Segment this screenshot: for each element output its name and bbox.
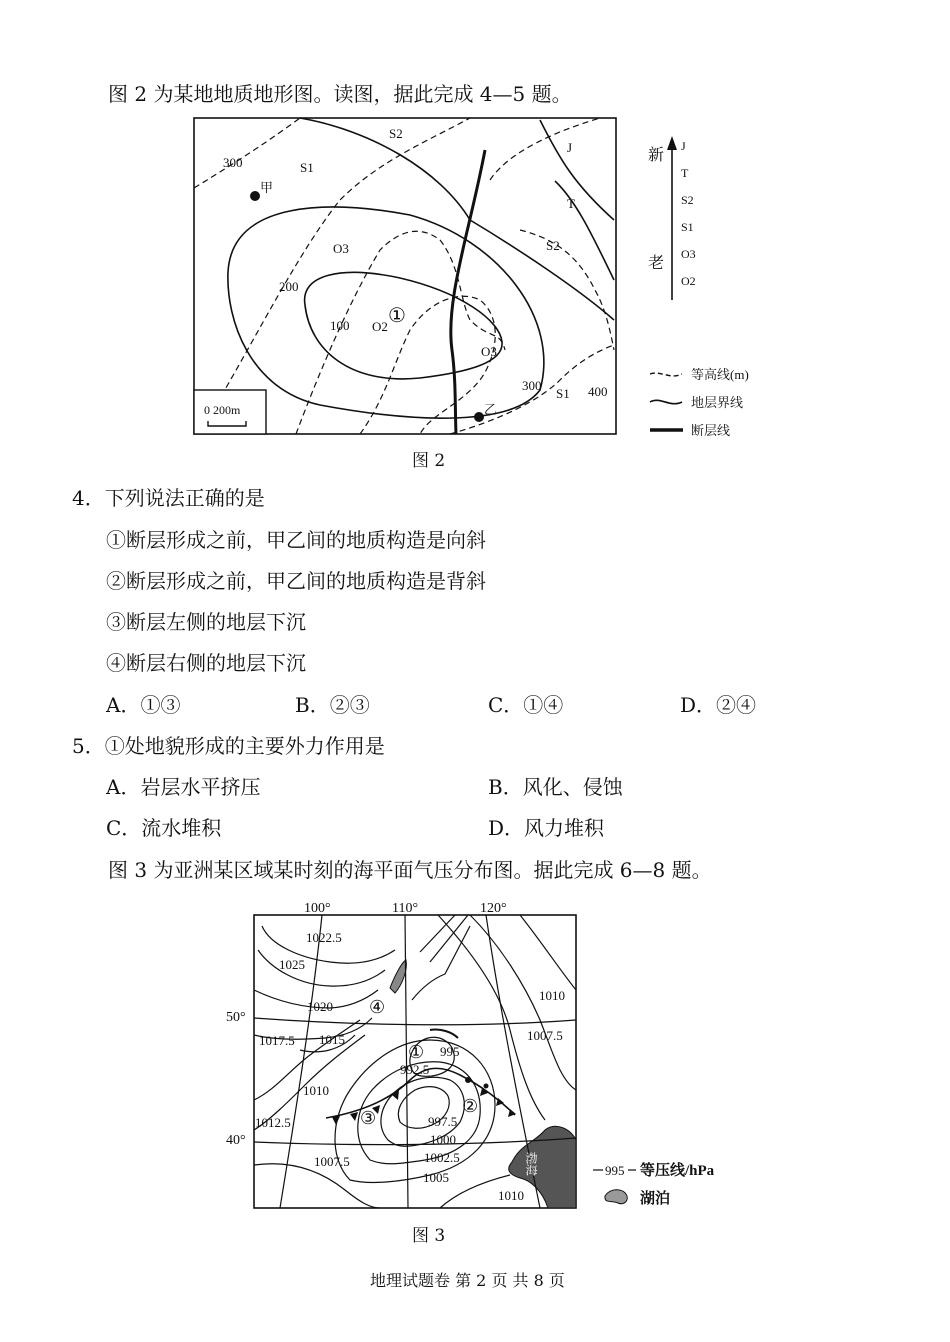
legend-stratum: T bbox=[681, 166, 689, 180]
isobar-label: 992.5 bbox=[400, 1062, 430, 1077]
bohai-label: 渤海 bbox=[524, 1152, 538, 1176]
legend-lake-symbol bbox=[605, 1190, 627, 1204]
q5-choice-d[interactable]: D．风力堆积 bbox=[488, 816, 605, 840]
isobar-label: 1012.5 bbox=[255, 1115, 291, 1130]
legend-stratum: O3 bbox=[681, 247, 696, 261]
fig2-scale-label: 0 200m bbox=[204, 403, 241, 417]
legend-isobar-value: 995 bbox=[605, 1163, 625, 1178]
fig2-contour-label: 100 bbox=[330, 318, 350, 333]
isobar-label: 995 bbox=[440, 1044, 460, 1059]
point-jia-label: 甲 bbox=[260, 180, 274, 195]
figure-3-pressure-map bbox=[0, 890, 950, 1220]
marker-1: ① bbox=[388, 305, 406, 327]
q4-choice-d[interactable]: D．②④ bbox=[680, 693, 757, 717]
fig2-stratum-label: T bbox=[567, 196, 575, 211]
marker-1: ① bbox=[408, 1042, 425, 1062]
isobar-label: 1000 bbox=[430, 1132, 456, 1147]
q4-option-1: ①断层形成之前，甲乙间的地质构造是向斜 bbox=[106, 528, 486, 552]
point-yi-dot bbox=[474, 412, 484, 422]
marker-2: ② bbox=[462, 1096, 479, 1116]
q5-choice-c[interactable]: C．流水堆积 bbox=[106, 816, 222, 840]
fig2-age-arrowhead bbox=[667, 136, 677, 150]
legend-contour-label: 等高线(m) bbox=[691, 367, 749, 382]
fig3-longitude-label: 110° bbox=[392, 901, 419, 916]
fig3-latitude-label: 40° bbox=[226, 1133, 246, 1148]
q5-choice-b[interactable]: B．风化、侵蚀 bbox=[488, 775, 623, 799]
q4-option-4: ④断层右侧的地层下沉 bbox=[106, 651, 306, 675]
fig2-stratum-label: J bbox=[567, 140, 573, 155]
fig2-contour-label: 200 bbox=[279, 279, 299, 294]
legend-new-label: 新 bbox=[648, 147, 665, 164]
legend-boundary-label: 地层界线 bbox=[691, 395, 744, 410]
fig2-contour-label: 400 bbox=[588, 384, 608, 399]
q4-option-2: ②断层形成之前，甲乙间的地质构造是背斜 bbox=[106, 569, 486, 593]
isobar-label: 1020 bbox=[307, 999, 333, 1014]
legend-isobar-label: 等压线/hPa bbox=[640, 1163, 715, 1179]
q5-choice-a[interactable]: A．岩层水平挤压 bbox=[106, 775, 261, 799]
fig2-caption: 图 2 bbox=[412, 451, 446, 471]
isobar-label: 1017.5 bbox=[259, 1033, 295, 1048]
legend-stratum: O2 bbox=[681, 274, 696, 288]
point-yi-label: 乙 bbox=[484, 402, 498, 417]
fig2-contours bbox=[194, 118, 614, 434]
legend-old-label: 老 bbox=[648, 255, 665, 272]
fig2-stratum-label: S1 bbox=[556, 386, 570, 401]
fig2-stratum-label: O3 bbox=[333, 241, 349, 256]
isobar-label: 1010 bbox=[539, 988, 565, 1003]
fig3-front-semicircles bbox=[465, 1077, 489, 1089]
fig2-stratum-label: S2 bbox=[389, 126, 403, 141]
fig2-legend-contour-symbol bbox=[650, 373, 682, 376]
lake-shape bbox=[390, 960, 406, 993]
fig2-stratum-label: O3 bbox=[481, 344, 497, 359]
isobar-label: 1010 bbox=[303, 1083, 329, 1098]
q4-option-3: ③断层左侧的地层下沉 bbox=[106, 610, 306, 634]
marker-4: ④ bbox=[369, 997, 386, 1017]
q4-stem: 4．下列说法正确的是 bbox=[72, 486, 265, 510]
isobar-label: 1007.5 bbox=[314, 1154, 350, 1169]
marker-3: ③ bbox=[360, 1108, 377, 1128]
fig2-stratum-label: S1 bbox=[300, 160, 314, 175]
figure-2-geologic-map bbox=[0, 0, 950, 470]
q5-stem: 5．①处地貌形成的主要外力作用是 bbox=[72, 734, 385, 758]
isobar-label: 1022.5 bbox=[306, 930, 342, 945]
intro-fig3: 图 3 为亚洲某区域某时刻的海平面气压分布图。据此完成 6—8 题。 bbox=[108, 858, 712, 882]
fig3-longitude-label: 120° bbox=[480, 901, 507, 916]
legend-stratum: S2 bbox=[681, 193, 694, 207]
legend-stratum: J bbox=[681, 139, 686, 153]
legend-lake-label: 湖泊 bbox=[640, 1191, 671, 1207]
intro-fig2: 图 2 为某地地质地形图。读图，据此完成 4—5 题。 bbox=[108, 82, 572, 106]
isobar-label: 1025 bbox=[279, 957, 305, 972]
fig2-legend-boundary-symbol bbox=[650, 400, 682, 403]
page-footer: 地理试题卷 第 2 页 共 8 页 bbox=[370, 1271, 565, 1290]
isobar-label: 1007.5 bbox=[527, 1028, 563, 1043]
q4-choice-c[interactable]: C．①④ bbox=[488, 693, 564, 717]
isobar-label: 1010 bbox=[498, 1188, 524, 1203]
isobar-label: 997.5 bbox=[428, 1114, 458, 1129]
fig2-strata-boundaries bbox=[228, 118, 614, 418]
point-jia-dot bbox=[250, 191, 260, 201]
legend-stratum: S1 bbox=[681, 220, 694, 234]
fig2-stratum-label: S2 bbox=[546, 238, 560, 253]
legend-fault-label: 断层线 bbox=[691, 423, 731, 438]
q4-choice-a[interactable]: A．①③ bbox=[106, 693, 181, 717]
isobar-label: 1005 bbox=[423, 1170, 449, 1185]
fig2-fault-line bbox=[451, 150, 485, 434]
fig2-contour-label: 300 bbox=[522, 378, 542, 393]
q4-choice-b[interactable]: B．②③ bbox=[295, 693, 370, 717]
isobar-label: 1015 bbox=[319, 1032, 345, 1047]
fig3-longitude-label: 100° bbox=[304, 901, 331, 916]
fig3-latitude-label: 50° bbox=[226, 1010, 246, 1025]
fig3-caption: 图 3 bbox=[412, 1226, 446, 1246]
fig2-stratum-label: O2 bbox=[372, 319, 388, 334]
isobar-label: 1002.5 bbox=[424, 1150, 460, 1165]
fig2-contour-label: 300 bbox=[223, 155, 243, 170]
